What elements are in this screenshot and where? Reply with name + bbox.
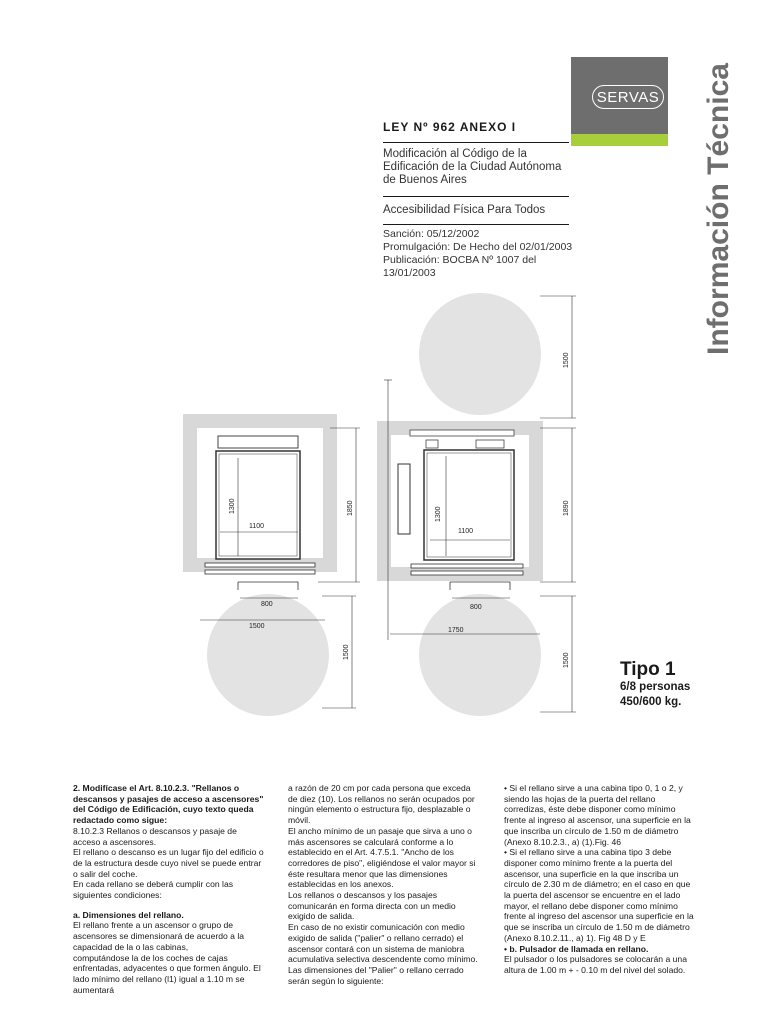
text-column-1 [73,783,265,995]
left-1300-dim: 1300 [229,498,236,514]
paragraph: En caso de no existir comunicación con medio exigido de salida ("palier" o rellano cerrado) el ascensor contará con un sistema de maniobra acumulativa selectiva descendente como mínimo. [288,922,478,965]
publicacion-date: Publicación: BOCBA Nº 1007 del 13/01/2003 [383,254,537,279]
left-landing-circle [207,594,329,716]
vertical-title [664,57,764,357]
right-bottom-circle [419,594,541,716]
right-door-dim: 800 [470,604,482,611]
access-title: Accesibilidad Física Para Todos [383,204,546,216]
left-1850-dim: 1850 [347,500,354,516]
left-width-dim: 1500 [249,623,265,630]
vertical-title-text: Información Técnica [702,63,735,355]
left-1100-dim: 1100 [249,523,265,530]
brand-accent-bar [571,134,668,146]
tipo-persons: 6/8 personas [620,681,691,693]
article-heading: 2. Modifícase el Art. 8.10.2.3. "Rellanos o descansos y pasajes de acceso a ascensores" del Código de Edificación, cuyo texto queda redactado como sigue: [73,783,264,826]
paragraph: En cada rellano se deberá cumplir con las siguientes condiciones: [73,879,234,901]
promulgacion-date: Promulgación: De Hecho del 02/01/2003 [383,241,573,253]
right-1100-dim: 1100 [458,528,474,535]
left-landing-dim: 1500 [343,644,350,660]
divider [383,142,569,143]
right-cabin [424,450,514,560]
left-elevator-plan [190,421,360,716]
right-width-dim: 1750 [448,627,464,634]
law-title: LEY Nº 962 ANEXO I [383,120,517,134]
right-top-circle [419,293,541,415]
text-column-2 [288,783,480,986]
text-column-3 [504,783,698,976]
right-top-dim: 1500 [563,352,570,368]
elevator-plan-diagram [180,290,600,730]
paragraph: El ancho mínimo de un pasaje que sirva a uno o más ascensores se calculará conforme a lo establecido en el Art. 4.7.5.1. "Ancho de los corredores de piso", eligiéndose el valor mayor si éste resultara menor que las dimensiones establecidas en los anexos. [288,825,476,890]
tipo-title: Tipo 1 [620,659,676,680]
divider [383,196,569,197]
paragraph: Las dimensiones del "Palier" o rellano cerrado serán según lo siguiente: [288,964,464,986]
paragraph: • Si el rellano sirve a una cabina tipo 0, 1 o 2, y siendo las hojas de la puerta del rellano corredizas, éste debe disponer como mínimo frente al ingreso al ascensor, una superficie en la que inscriba un círculo de 1.50 m de diámetro (Anexo 8.10.2.3., a) (1).Fig. 46 [504,783,691,847]
sancion-date: Sanción: 05/12/2002 [383,228,480,240]
paragraph: computándose la de los coches de cajas enfrentadas, adyacentes o que formen ángulo. El lado mínimo del rellano (l1) igual a 1.10 m se aumentará [73,952,261,995]
servas-logo: SERVAS [592,85,664,109]
tipo-weight: 450/600 kg. [620,696,682,708]
paragraph: El pulsador o los pulsadores se colocarán a una altura de 1.00 m + - 0.10 m del nivel del solado. [504,954,687,975]
paragraph: 8.10.2.3 Rellanos o descansos y pasaje de acceso a ascensores. [73,825,237,847]
law-subject: Modificación al Código de la Edificación de la Ciudad Autónoma de Buenos Aires [383,148,562,186]
paragraph: El rellano o descanso es un lugar fijo del edificio o de la estructura desde cuyo nivel se puede entrar o salir del coche. [73,847,264,879]
right-elevator-plan [384,293,576,716]
paragraph: Los rellanos o descansos y los pasajes comunicarán en forma directa con un medio exigido de salida. [288,890,456,922]
left-door-dim: 800 [261,601,273,608]
right-1300-dim: 1300 [435,506,442,522]
divider [383,224,569,225]
paragraph: El rellano frente a un ascensor o grupo de ascensores se dimensionará de acuerdo a la capacidad de la o las cabinas, [73,920,245,952]
subheading: • b. Pulsador de llamada en rellano. [504,943,649,954]
law-dates [383,228,573,280]
right-bottom-dim: 1500 [563,652,570,668]
right-1890-dim: 1890 [563,500,570,516]
paragraph: a razón de 20 cm por cada persona que exceda de diez (10). Los rellanos no serán ocupados por ningún elemento o estructura fijo, desplazable o móvil. [288,783,475,826]
paragraph: • Si el rellano sirve a una cabina tipo 3 debe disponer como mínimo frente a la puerta del ascensor, una superficie en la que inscriba un círculo de 2.30 m de diámetro; en el caso en que la puerta del ascensor se encuentre en el lado mayor, el rellano debe disponer como mínimo frente al ingreso del ascensor una superficie en la que se inscriba un círculo de 1.50 m de diámetro (Anexo 8.10.2.11., a) 1). Fig 48 D y E [504,847,694,943]
subheading: a. Dimensiones del rellano. [73,909,184,920]
